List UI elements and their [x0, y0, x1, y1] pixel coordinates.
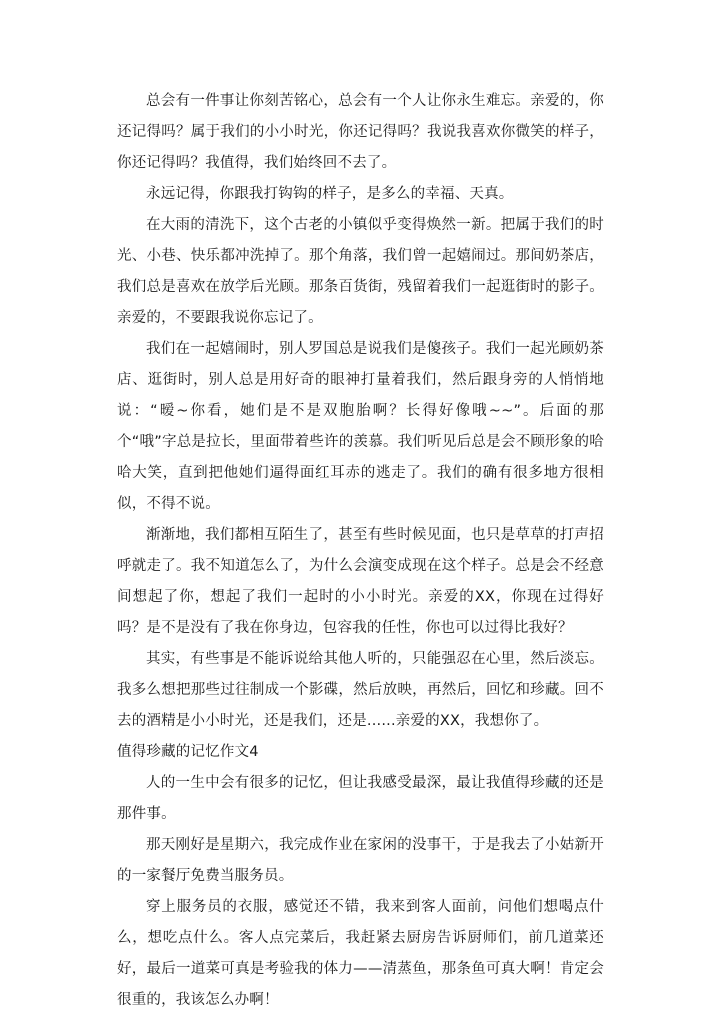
paragraph: 在大雨的清洗下，这个古老的小镇似乎变得焕然一新。把属于我们的时光、小巷、快乐都冲洗掉了。那个角落，我们曾一起嬉闹过。那间奶茶店，我们总是喜欢在放学后光顾。那条百货街，残留着我们一起逛街时的影子。亲爱的，不要跟我说你忘记了。: [117, 217, 604, 326]
paragraph: 总会有一件事让你刻苦铭心，总会有一个人让你永生难忘。亲爱的，你还记得吗？属于我们的小小时光，你还记得吗？我说我喜欢你微笑的样子，你还记得吗？我值得，我们始终回不去了。: [117, 93, 604, 171]
paragraph: 渐渐地，我们都相互陌生了，甚至有些时候见面，也只是草草的打声招呼就走了。我不知道怎么了，为什么会演变成现在这个样子。总是会不经意间想起了你，想起了我们一起时的小小时光。亲爱的XX，你现在过得好吗？是不是没有了我在你身边，包容我的任性，你也可以过得比我好？: [117, 527, 604, 636]
paragraph: 穿上服务员的衣服，感觉还不错，我来到客人面前，问他们想喝点什么，想吃点什么。客人点完菜后，我赶紧去厨房告诉厨师们，前几道菜还好，最后一道菜可真是考验我的体力——清蒸鱼，那条鱼可真大啊！肯定会很重的，我该怎么办啊！: [117, 899, 604, 1008]
section-heading: 值得珍藏的记忆作文4: [117, 744, 259, 760]
paragraph: 永远记得，你跟我打钩钩的样子，是多么的幸福、天真。: [146, 186, 514, 202]
paragraph: 其实，有些事是不能诉说给其他人听的，只能强忍在心里，然后淡忘。我多么想把那些过往制成一个影碟，然后放映，再然后，回忆和珍藏。回不去的酒精是小小时光，还是我们，还是......亲爱的XX，我想你了。: [117, 651, 604, 729]
paragraph: 我们在一起嬉闹时，别人罗国总是说我们是傻孩子。我们一起光顾奶茶店、逛街时，别人总是用好奇的眼神打量着我们，然后跟身旁的人悄悄地说：“暧~你看，她们是不是双胞胎啊？长得好像哦~~”。后面的那个“哦”字总是拉长，里面带着些许的羡慕。我们听见后总是会不顾形象的哈哈大笑，直到把他她们逼得面红耳赤的逃走了。我们的确有很多地方很相似，不得不说。: [117, 341, 604, 512]
paragraph: 人的一生中会有很多的记忆，但让我感受最深，最让我值得珍藏的还是那件事。: [117, 775, 604, 822]
paragraph: 那天刚好是星期六，我完成作业在家闲的没事干，于是我去了小姑新开的一家餐厅免费当服务员。: [117, 837, 604, 884]
document-body: [117, 86, 604, 1016]
